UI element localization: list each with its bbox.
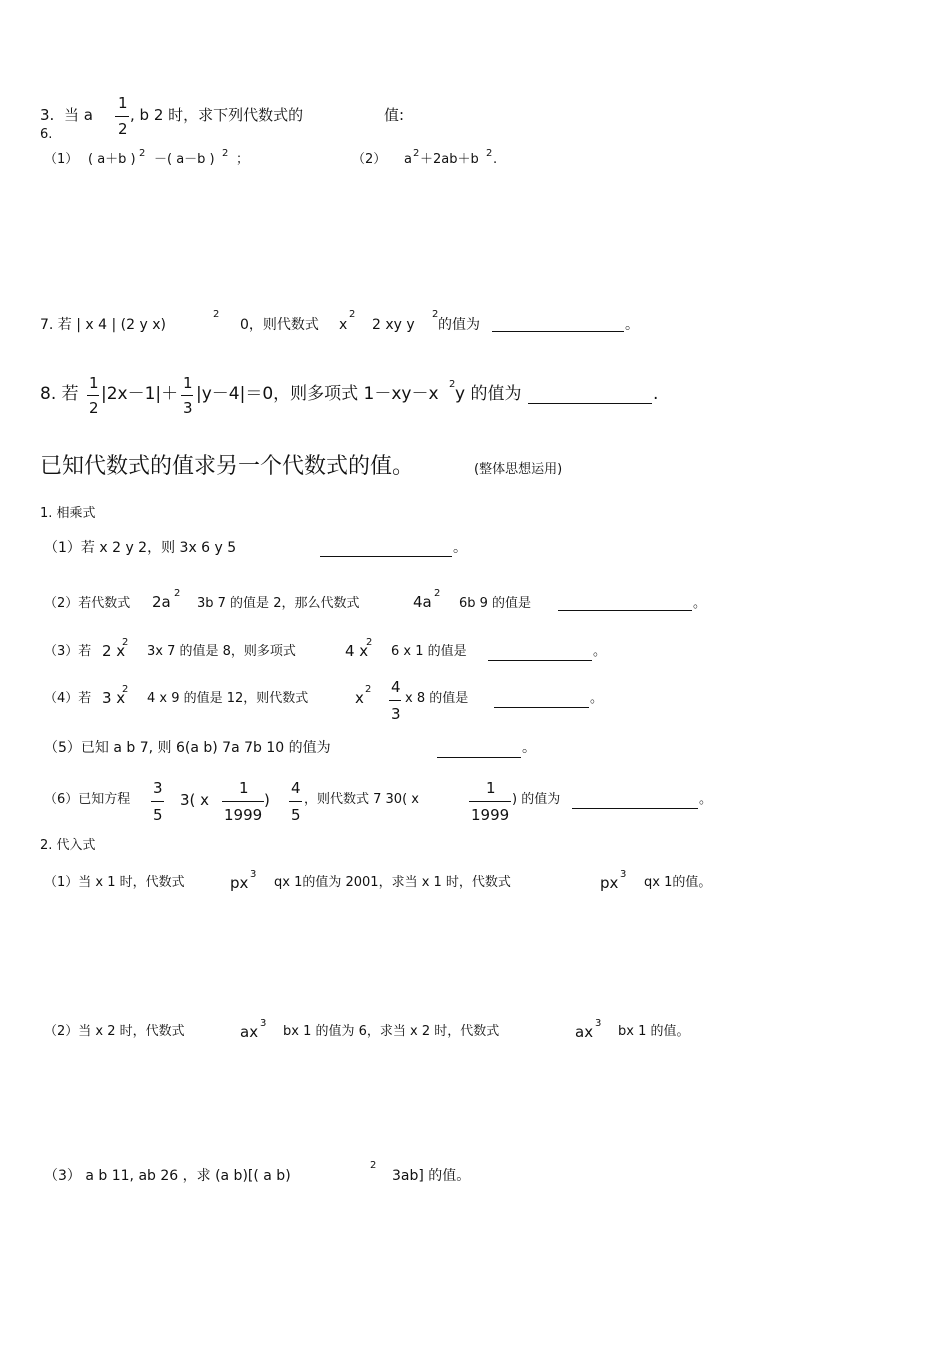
question-tail: 值:: [384, 106, 405, 124]
item-text: qx 1的值为 2001，求当 x 1 时，代数式: [274, 875, 511, 890]
question-8-mid2: |y－4|＝0，则多项式 1－xy－x: [196, 384, 439, 404]
fraction-denominator: 1999: [471, 806, 510, 824]
question-7-text-c: x: [339, 317, 348, 333]
fraction-bar: [289, 801, 302, 802]
fraction-denominator: 5: [153, 806, 163, 824]
exponent: 2: [486, 148, 493, 159]
fraction-numerator: 3: [153, 779, 163, 797]
part-label-2: （2）: [352, 152, 387, 167]
question-number: 3.: [40, 106, 55, 124]
question-number-alt: 6.: [40, 127, 53, 142]
item-text: （3）若: [44, 644, 92, 659]
item-text: bx 1 的值。: [618, 1024, 690, 1039]
part-label-1: （1）: [44, 152, 79, 167]
fraction-numerator: 1: [89, 374, 99, 392]
fraction-bar: [389, 700, 401, 701]
item-text: ax: [240, 1023, 259, 1041]
item-text: 3( x: [180, 791, 210, 809]
item-text: 3x 7 的值是 8，则多项式: [147, 644, 296, 659]
exponent: 2: [139, 148, 146, 159]
fraction-numerator: 1: [239, 779, 249, 797]
exponent: 2: [122, 637, 129, 648]
item-end: 。: [699, 792, 713, 807]
answer-blank[interactable]: [320, 556, 452, 557]
item-text: （5）已知 a b 7, 则 6(a b) 7a 7b 10 的值为: [44, 740, 331, 756]
section-note: (整体思想运用): [474, 462, 563, 477]
item-end: 。: [590, 691, 604, 706]
fraction-numerator: 1: [486, 779, 496, 797]
fraction-denominator: 2: [118, 120, 128, 138]
fraction-numerator: 4: [291, 779, 301, 797]
answer-blank[interactable]: [528, 403, 652, 404]
item-text: 4 x: [345, 642, 369, 660]
item-text: x 8 的值是: [405, 691, 469, 706]
answer-blank[interactable]: [437, 757, 521, 758]
fraction-denominator: 1999: [224, 806, 263, 824]
question-7-end: 。: [625, 317, 639, 333]
exponent: 3: [250, 869, 257, 880]
item-text: （2）若代数式: [44, 596, 131, 611]
item-text: 3 x: [102, 689, 126, 707]
fraction-denominator: 5: [291, 806, 301, 824]
exponent: 2: [122, 684, 129, 695]
exponent: 2: [432, 309, 439, 320]
fraction-denominator: 3: [183, 399, 193, 417]
part-2-end: .: [493, 152, 498, 167]
answer-blank[interactable]: [572, 808, 698, 809]
exponent: 2: [434, 588, 441, 599]
item-text: （3） a b 11, ab 26 ，求 (a b)[( a b): [44, 1168, 291, 1184]
fraction-denominator: 3: [391, 705, 401, 723]
question-lead: 当 a: [64, 106, 93, 124]
part-1-heading: 1. 相乘式: [40, 506, 96, 521]
exponent: 2: [213, 309, 220, 320]
question-7-text-d: 2 xy y: [372, 317, 415, 333]
exponent: 2: [370, 1160, 377, 1171]
answer-blank[interactable]: [492, 331, 624, 332]
part-2-rest: ＋2ab＋b: [420, 152, 479, 167]
item-text: x: [355, 689, 364, 707]
exponent: 3: [595, 1018, 602, 1029]
item-text: px: [600, 874, 619, 892]
part-2-heading: 2. 代入式: [40, 838, 96, 853]
item-text: （2）当 x 2 时，代数式: [44, 1024, 185, 1039]
answer-blank[interactable]: [494, 707, 589, 708]
item-text: ax: [575, 1023, 594, 1041]
exponent: 3: [620, 869, 627, 880]
question-7-text: 7. 若 | x 4 | (2 y x): [40, 317, 166, 333]
question-mid: , b 2 时，求下列代数式的: [130, 106, 304, 124]
fraction-bar: [87, 395, 99, 396]
exponent: 2: [349, 309, 356, 320]
fraction-numerator: 1: [118, 94, 128, 112]
item-text: （6）已知方程: [44, 792, 131, 807]
item-text: px: [230, 874, 249, 892]
part-2-expression: a: [404, 152, 412, 167]
item-text: （1）当 x 1 时，代数式: [44, 875, 185, 890]
item-text: ) 的值为: [512, 792, 561, 807]
answer-blank[interactable]: [488, 660, 592, 661]
question-8-mid3: y 的值为: [455, 384, 522, 404]
item-text: 4 x 9 的值是 12，则代数式: [147, 691, 309, 706]
fraction-numerator: 1: [183, 374, 193, 392]
item-end: 。: [693, 596, 707, 611]
item-text: 6b 9 的值是: [459, 596, 532, 611]
fraction-bar: [181, 395, 193, 396]
fraction-numerator: 4: [391, 678, 401, 696]
item-end: 。: [453, 540, 467, 556]
question-8-mid1: |2x－1|＋: [101, 384, 179, 404]
exponent: 2: [413, 148, 420, 159]
item-text: ): [264, 791, 270, 809]
item-end: 。: [593, 644, 607, 659]
item-text: 6 x 1 的值是: [391, 644, 467, 659]
fraction-bar: [115, 116, 129, 117]
item-text: 4a: [413, 593, 432, 611]
fraction-bar: [151, 801, 164, 802]
exponent: 2: [366, 637, 373, 648]
question-7-text-b: 0，则代数式: [240, 317, 319, 333]
exponent: 2: [174, 588, 181, 599]
question-7-text-e: 的值为: [438, 317, 480, 333]
exponent: 2: [365, 684, 372, 695]
exponent: 3: [260, 1018, 267, 1029]
part-1-expression: ( a＋b ): [88, 152, 136, 167]
question-8-end: .: [653, 384, 659, 404]
item-text: （4）若: [44, 691, 92, 706]
item-text: qx 1的值。: [644, 875, 712, 890]
fraction-denominator: 2: [89, 399, 99, 417]
item-text: 2a: [152, 593, 171, 611]
item-text: 3ab] 的值。: [392, 1168, 471, 1184]
section-title: 已知代数式的值求另一个代数式的值。: [40, 454, 415, 479]
item-text: ，则代数式 7 30( x: [304, 792, 419, 807]
part-1-minus: －( a－b ): [154, 152, 215, 167]
item-text: （1）若 x 2 y 2，则 3x 6 y 5: [44, 540, 237, 556]
fraction-bar: [469, 801, 511, 802]
exponent: 2: [222, 148, 229, 159]
item-end: 。: [522, 740, 536, 756]
answer-blank[interactable]: [558, 610, 692, 611]
item-text: bx 1 的值为 6，求当 x 2 时，代数式: [283, 1024, 500, 1039]
item-text: 2 x: [102, 642, 126, 660]
exponent: 2: [449, 379, 456, 390]
question-8-lead: 8. 若: [40, 384, 79, 404]
fraction-bar: [222, 801, 264, 802]
item-text: 3b 7 的值是 2，那么代数式: [197, 596, 360, 611]
part-1-end: ；: [236, 152, 250, 167]
